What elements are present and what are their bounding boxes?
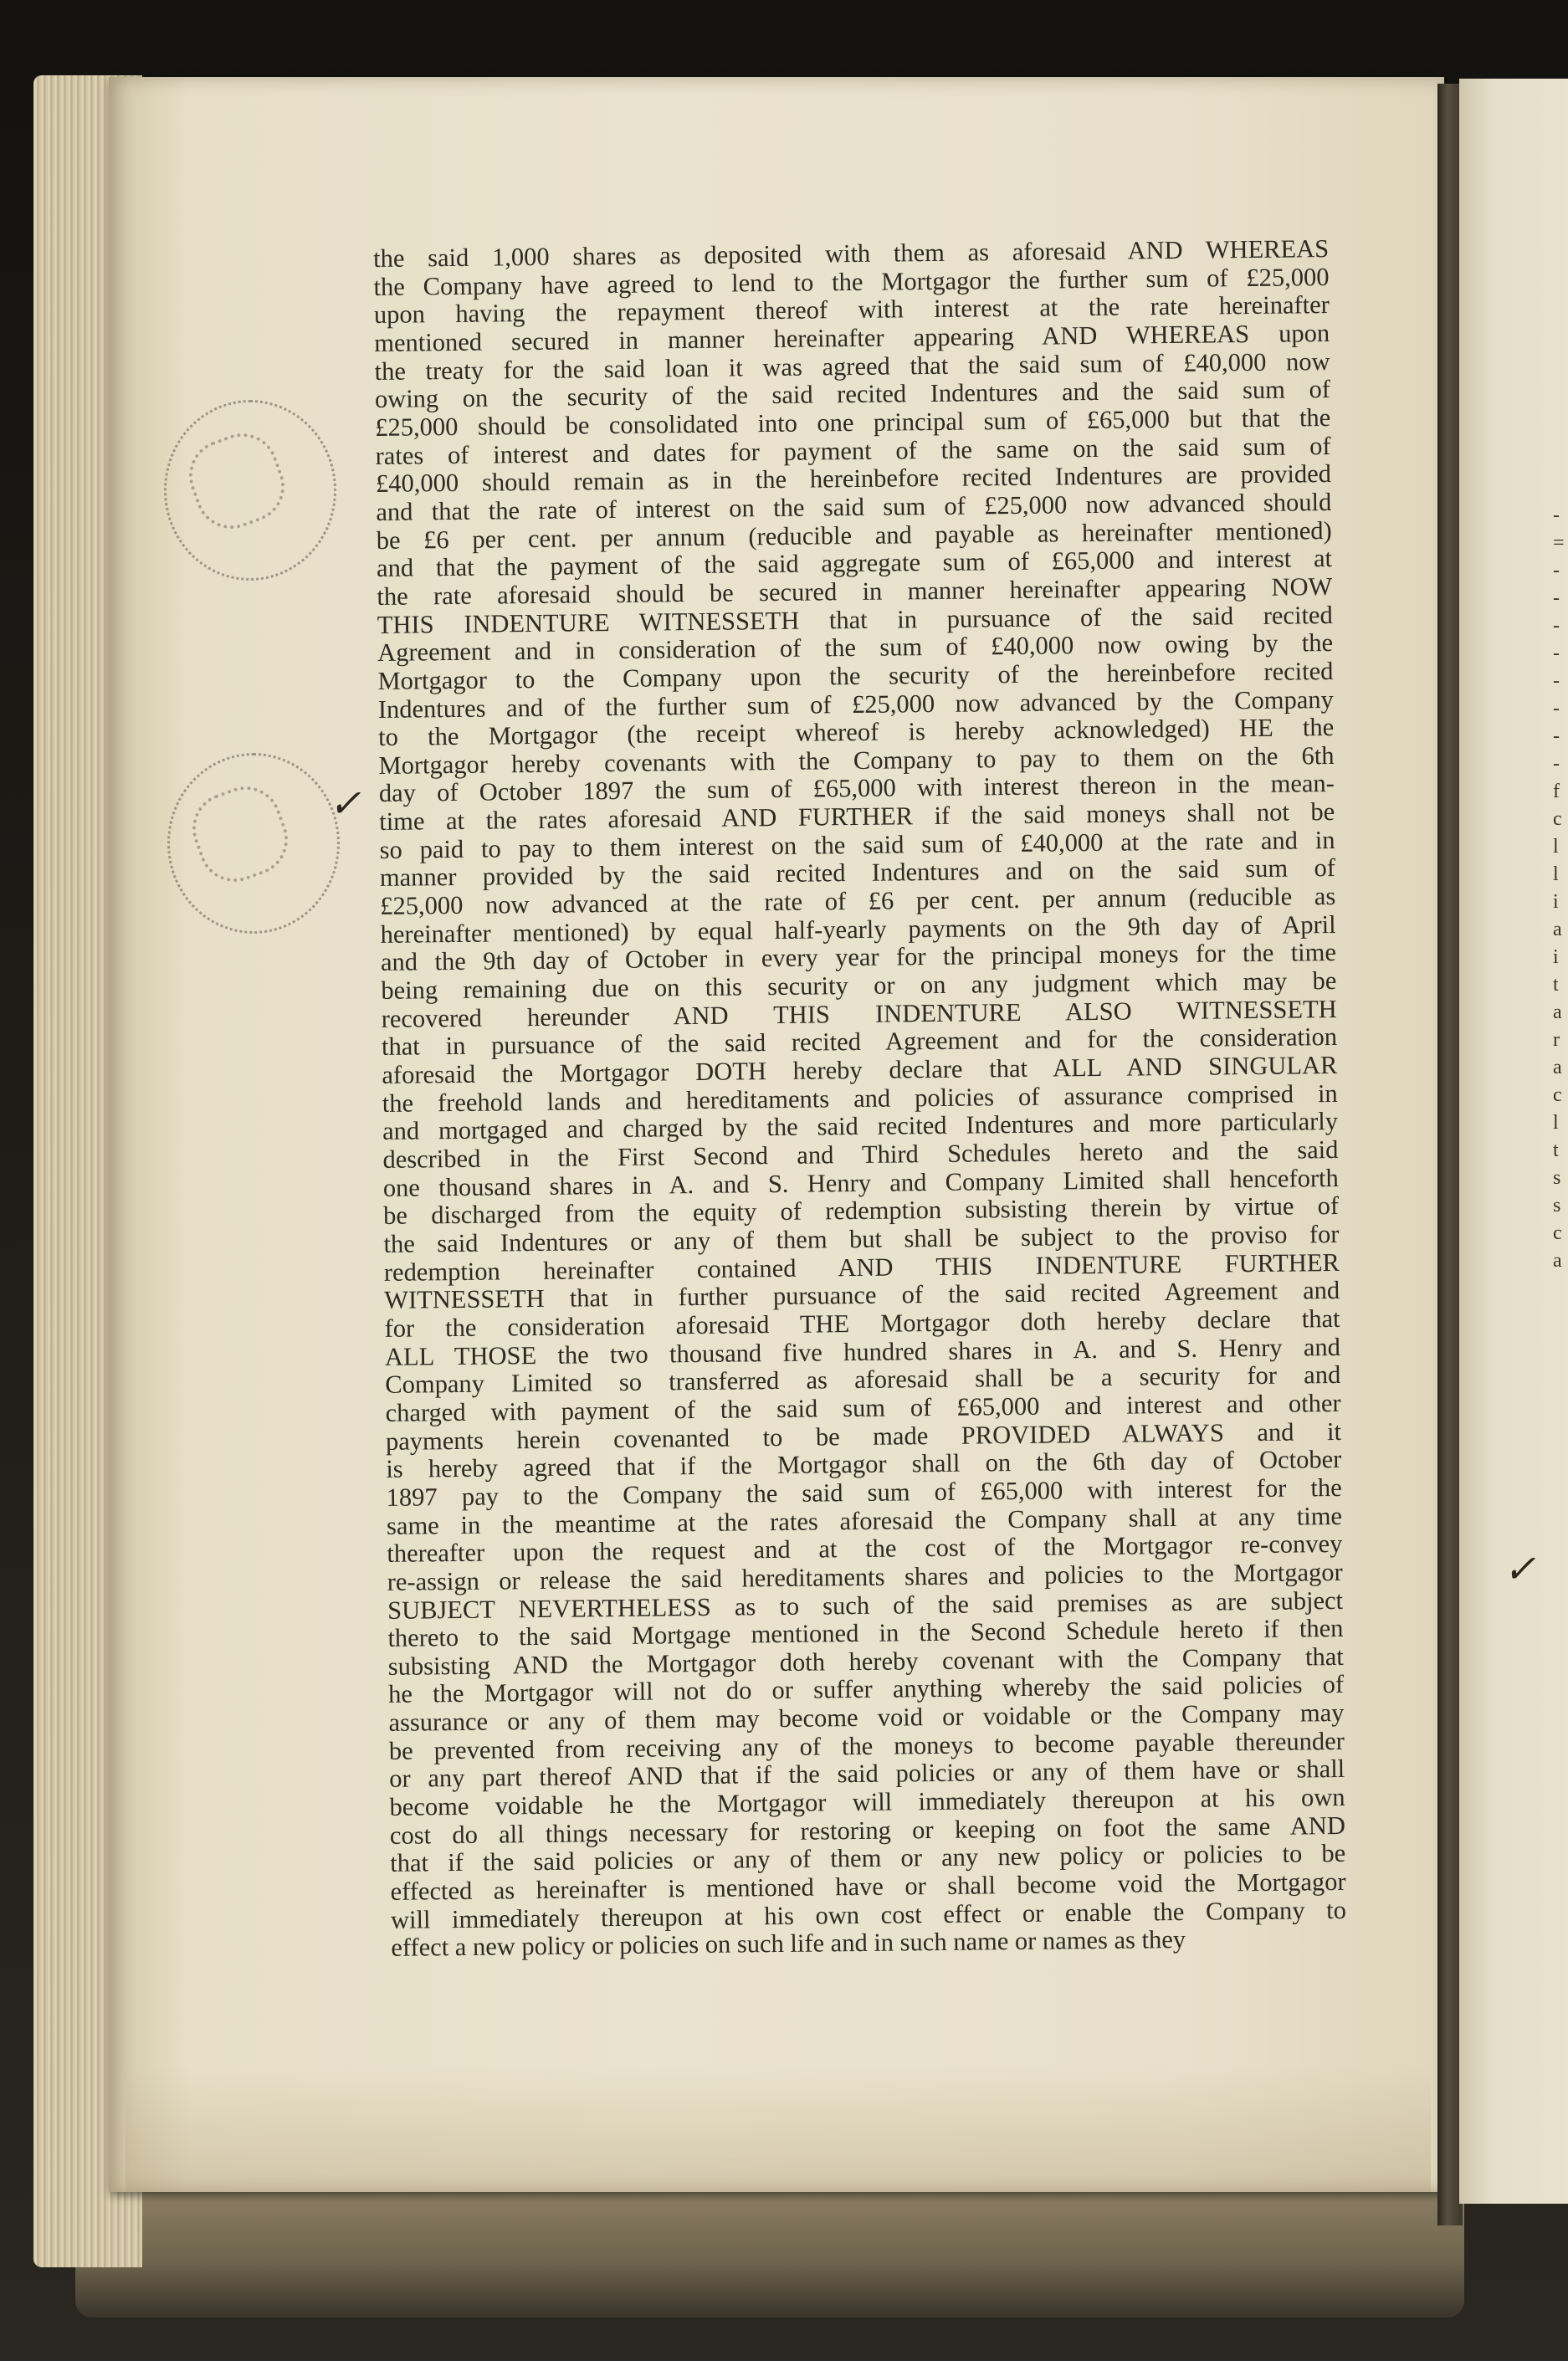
right-page-fragment: - bbox=[1553, 615, 1560, 637]
text-line: and that the payment of the said aggregate sum of £65,000 and interest at bbox=[376, 544, 1333, 583]
right-page-fragment: - bbox=[1553, 725, 1560, 747]
text-line: be £6 per cent. per annum (reducible and payable as hereinafter mentioned) bbox=[376, 515, 1332, 555]
text-line: cost do all things necessary for restoring or keeping on foot the same AND bbox=[389, 1810, 1346, 1850]
text-line: be discharged from the equity of redemption subsisting therein by virtue of bbox=[383, 1191, 1340, 1231]
right-page-fragment: a bbox=[1553, 919, 1562, 940]
text-line: the said 1,000 shares as deposited with them as aforesaid AND WHEREAS bbox=[373, 234, 1330, 273]
right-page-fragment: c bbox=[1553, 1222, 1562, 1244]
text-line: owing on the security of the said recited Indentures and the said sum of bbox=[374, 375, 1331, 414]
indenture-text-body bbox=[373, 235, 1346, 1963]
right-page-fragment: a bbox=[1553, 1250, 1562, 1272]
right-page-fragment: f bbox=[1553, 781, 1560, 802]
text-line: the said Indentures or any of them but shall be subject to the proviso for bbox=[383, 1219, 1340, 1258]
text-line: the rate aforesaid should be secured in manner hereinafter appearing NOW bbox=[377, 571, 1333, 611]
text-line: is hereby agreed that if the Mortgagor shall on the 6th day of October bbox=[386, 1445, 1342, 1484]
text-line: and the 9th day of October in every year for the principal moneys for the time bbox=[380, 938, 1337, 977]
text-line: Indentures and of the further sum of £25,000 now advanced by the Company bbox=[377, 684, 1334, 724]
text-line: described in the First Second and Third Schedules hereto and the said bbox=[382, 1134, 1339, 1174]
right-page-fragment: t bbox=[1553, 974, 1559, 996]
text-line: hereinafter mentioned) by equal half-yearly payments on the 9th day of April bbox=[380, 909, 1336, 949]
text-line: will immediately thereupon at his own cost effect or enable the Company to bbox=[390, 1895, 1347, 1934]
text-line: the treaty for the said loan it was agreed that the said sum of £40,000 now bbox=[374, 346, 1330, 386]
text-line: day of October 1897 the sum of £65,000 with interest thereon in the mean- bbox=[378, 769, 1335, 808]
text-line: assurance or any of them may become void or voidable or the Company may bbox=[388, 1698, 1345, 1738]
text-line: manner provided by the said recited Indentures and on the said sum of bbox=[379, 853, 1336, 893]
text-line: effect a new policy or policies on such life and in such name or names as they bbox=[391, 1925, 1186, 1963]
text-line: £40,000 should remain as in the hereinbefore recited Indentures are provided bbox=[375, 459, 1332, 499]
right-page-fragment: - bbox=[1553, 560, 1560, 581]
page-stain bbox=[126, 2067, 1431, 2192]
text-line: he the Mortgagor will not do or suffer anything whereby the said policies of bbox=[387, 1670, 1345, 1709]
text-line: be prevented from receiving any of the moneys to become payable thereunder bbox=[388, 1726, 1345, 1765]
right-page-fragment: - bbox=[1553, 504, 1560, 526]
right-page-fragment: a bbox=[1553, 1057, 1562, 1078]
text-line: ALL THOSE the two thousand five hundred shares in A. and S. Henry and bbox=[384, 1332, 1341, 1371]
text-line: the Company have agreed to lend to the Mortgagor the further sum of £25,000 bbox=[373, 262, 1330, 301]
check-mark-icon: ✓ bbox=[1504, 1546, 1536, 1591]
text-line: same in the meantime at the rates aforesaid the Company shall at any time bbox=[386, 1501, 1343, 1540]
text-line: redemption hereinafter contained AND THIS INDENTURE FURTHER bbox=[383, 1247, 1340, 1287]
right-page-fragment: - bbox=[1553, 643, 1560, 664]
right-page-fragment: = bbox=[1553, 532, 1565, 554]
right-page-fragment: s bbox=[1553, 1195, 1561, 1216]
right-page-fragment: - bbox=[1553, 753, 1560, 775]
text-line: the freehold lands and hereditaments and policies of assurance comprised in bbox=[382, 1078, 1338, 1118]
text-line: £25,000 now advanced at the rate of £6 per cent. per annum (reducible as bbox=[380, 882, 1336, 921]
embossed-stamp-icon bbox=[167, 753, 340, 934]
text-line: WITNESSETH that in further pursuance of the said recited Agreement and bbox=[384, 1276, 1340, 1315]
right-page-fragment: l bbox=[1553, 836, 1559, 858]
text-line: upon having the repayment thereof with interest at the rate hereinafter bbox=[373, 290, 1330, 330]
text-line: thereto to the said Mortgage mentioned in the Second Schedule hereto if then bbox=[387, 1614, 1344, 1653]
right-page-fragment: c bbox=[1553, 808, 1562, 830]
text-line: Mortgagor to the Company upon the security of the hereinbefore recited bbox=[377, 656, 1334, 695]
right-page-edge bbox=[1459, 79, 1568, 2204]
text-line: recovered hereunder AND THIS INDENTURE ALSO WITNESSETH bbox=[381, 994, 1337, 1033]
text-line: being remaining due on this security or on any judgment which may be bbox=[381, 966, 1337, 1005]
text-line: SUBJECT NEVERTHELESS as to such of the said premises as are subject bbox=[387, 1585, 1344, 1625]
text-line: THIS INDENTURE WITNESSETH that in pursuance of the said recited bbox=[377, 600, 1333, 639]
text-line: thereafter upon the request and at the cost of the Mortgagor re-convey bbox=[387, 1529, 1343, 1569]
right-page-fragment: l bbox=[1553, 1112, 1559, 1134]
text-line: aforesaid the Mortgagor DOTH hereby declare that ALL AND SINGULAR bbox=[382, 1050, 1338, 1089]
text-line: one thousand shares in A. and S. Henry and Company Limited shall henceforth bbox=[382, 1163, 1339, 1202]
text-line: mentioned secured in manner hereinafter appearing AND WHEREAS upon bbox=[374, 318, 1330, 357]
text-line: or any part thereof AND that if the said policies or any of them have or shall bbox=[389, 1754, 1345, 1794]
text-line: £25,000 should be consolidated into one principal sum of £65,000 but that the bbox=[375, 402, 1331, 442]
text-line: rates of interest and dates for payment of the same on the said sum of bbox=[375, 431, 1331, 470]
right-page-fragment: - bbox=[1553, 698, 1560, 720]
text-line: Agreement and in consideration of the sum of £40,000 now owing by the bbox=[377, 628, 1334, 668]
text-line: so paid to pay to them interest on the said sum of £40,000 at the rate and in bbox=[379, 825, 1335, 864]
text-line: re-assign or release the said hereditaments shares and policies to the Mortgagor bbox=[387, 1557, 1343, 1596]
right-page-fragment: l bbox=[1553, 863, 1559, 885]
right-page-text-fragments bbox=[1553, 502, 1568, 1275]
right-page-fragment: i bbox=[1553, 946, 1559, 968]
text-line: for the consideration aforesaid THE Mortgagor doth hereby declare that bbox=[384, 1303, 1340, 1343]
text-line: and mortgaged and charged by the said recited Indentures and more particularly bbox=[382, 1107, 1339, 1146]
text-line: subsisting AND the Mortgagor doth hereby covenant with the Company that bbox=[387, 1641, 1344, 1681]
right-page-fragment: a bbox=[1553, 1001, 1562, 1023]
embossed-stamp-icon bbox=[164, 400, 336, 581]
text-line: become voidable he the Mortgagor will immediately thereupon at his own bbox=[389, 1783, 1345, 1821]
text-line: and that the rate of interest on the said sum of £25,000 now advanced should bbox=[376, 487, 1332, 526]
right-page-fragment: t bbox=[1553, 1140, 1559, 1161]
text-line: time at the rates aforesaid AND FURTHER if the said moneys shall not be bbox=[379, 797, 1335, 837]
right-page-fragment: r bbox=[1553, 1029, 1560, 1051]
text-line: to the Mortgagor (the receipt whereof is hereby acknowledged) HE the bbox=[378, 713, 1335, 752]
right-page-fragment: i bbox=[1553, 891, 1559, 913]
text-line: that in pursuance of the said recited Agreement and for the consideration bbox=[381, 1022, 1338, 1062]
check-mark-icon: ✓ bbox=[329, 781, 361, 826]
text-line: Company Limited so transferred as aforesaid shall be a security for and bbox=[385, 1360, 1341, 1400]
text-line: 1897 pay to the Company the said sum of £65,000 with interest for the bbox=[386, 1472, 1342, 1512]
text-line: charged with payment of the said sum of £65,000 and interest and other bbox=[385, 1388, 1341, 1427]
text-line: payments herein covenanted to be made PROVIDED ALWAYS and it bbox=[385, 1416, 1342, 1456]
text-line: Mortgagor hereby covenants with the Company to pay to them on the 6th bbox=[378, 740, 1335, 780]
text-line: that if the said policies or any of them or any new policy or policies to be bbox=[390, 1839, 1346, 1878]
right-page-fragment: c bbox=[1553, 1084, 1562, 1106]
right-page-fragment: - bbox=[1553, 587, 1560, 609]
right-page-fragment: - bbox=[1553, 670, 1560, 692]
text-line: effected as hereinafter is mentioned have or shall become void the Mortgagor bbox=[390, 1867, 1346, 1906]
right-page-fragment: s bbox=[1553, 1167, 1561, 1189]
